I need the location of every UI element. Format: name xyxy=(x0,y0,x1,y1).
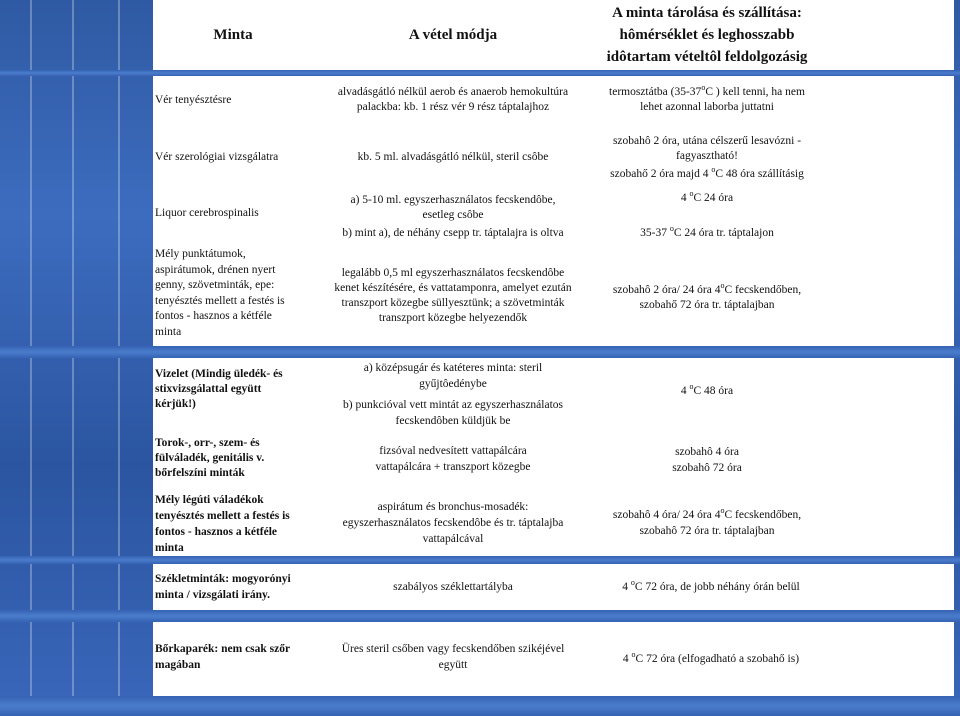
storage-line xyxy=(593,167,821,182)
method-stool: szabályos széklettartályba xyxy=(393,581,513,593)
storage-line: fagyasztható! xyxy=(676,150,738,162)
method-line: gyűjtôedénybe xyxy=(419,378,487,390)
method-line: b) punkcióval vett mintát az egyszerhasználatos xyxy=(342,399,564,411)
method-line: együtt xyxy=(438,659,468,671)
method-line: alvadásgátló nélkül aerob és anaerob hemokultúra xyxy=(337,86,569,98)
method-line: transzport közegbe helyezendők xyxy=(378,312,528,324)
sample-line: bőrfelszíni minták xyxy=(155,467,245,479)
method-skin-scraping xyxy=(313,641,593,673)
degree-symbol: o xyxy=(720,281,725,291)
sample-line: tenyésztés mellett a festés is xyxy=(155,294,285,307)
method-line: palackba: kb. 1 rész vér 9 rész táptalajhoz xyxy=(356,101,550,113)
sample-line: tenyésztés mellett a festés is xyxy=(155,510,290,522)
header-storage-line: A minta tárolása és szállítása: xyxy=(612,5,802,21)
storage-line xyxy=(593,191,821,206)
method-line: vattapálcára + transzport közegbe xyxy=(375,461,531,473)
storage-part: C 72 óra (elfogadható a szobahő is) xyxy=(635,653,800,665)
method-line: esetleg csôbe xyxy=(422,209,484,221)
method-urine xyxy=(313,360,593,429)
light-ray xyxy=(118,0,120,716)
method-line: a) 5-10 ml. egyszerhasználatos fecskendôbe, xyxy=(350,194,556,206)
storage-part: 4 xyxy=(680,192,687,204)
method-deep-respiratory xyxy=(313,499,593,547)
method-line: kenet készítésére, és vattatamponra, amelyet ezután xyxy=(334,282,572,294)
method-throat-nose xyxy=(313,443,593,475)
method-line: egyszerhasználatos fecskendôbe és tr. táptalajba xyxy=(342,517,564,529)
header-storage-line: hômérséklet és leghosszabb xyxy=(619,27,795,43)
sample-urine xyxy=(155,367,311,412)
separator-band xyxy=(0,610,960,622)
degree-symbol: o xyxy=(630,578,635,588)
left-blue-border xyxy=(0,0,153,716)
storage-liquor xyxy=(593,191,821,241)
storage-line: szobahô 2 óra, utána célszerű lesavózni - xyxy=(612,135,802,147)
storage-line: szobahô 72 óra xyxy=(672,462,742,474)
storage-part: C 24 óra xyxy=(693,192,734,204)
storage-line xyxy=(593,507,821,523)
storage-deep-respiratory xyxy=(593,507,821,539)
sample-line: fontos - hasznos a kétféle xyxy=(155,310,272,322)
sample-line: Mély punktátumok, xyxy=(155,248,246,260)
storage-part: 35-37 xyxy=(640,227,667,239)
storage-part: C 24 óra tr. táptalajon xyxy=(673,227,774,239)
storage-deep-punctates xyxy=(593,283,821,313)
sample-line: stixvizsgálattal együtt xyxy=(155,383,262,395)
sample-skin-scraping xyxy=(155,641,311,673)
sample-line: Székletminták: mogyorónyi xyxy=(155,573,291,585)
degree-symbol: o xyxy=(631,650,636,660)
right-blue-border xyxy=(954,0,960,716)
storage-throat-nose xyxy=(593,444,821,476)
sample-line: minta xyxy=(155,325,182,338)
degree-symbol: o xyxy=(720,506,725,516)
degree-symbol: o xyxy=(689,189,694,199)
header-storage-line: idôtartam vételtôl feldolgozásig xyxy=(606,49,808,65)
storage-line: szobahő 72 óra tr. táptalajban xyxy=(639,299,775,311)
sample-deep-punctates xyxy=(155,247,311,340)
storage-line xyxy=(593,283,821,298)
storage-part: C 48 óra xyxy=(693,385,734,397)
sample-blood-serology: Vér szerológiai vizsgálatra xyxy=(155,151,279,163)
method-line: transzport közegbe süllyesztünk; a szövetminták xyxy=(341,297,565,309)
method-line: vattapálcával xyxy=(422,533,484,545)
storage-line xyxy=(593,226,821,241)
header-sample: Minta xyxy=(213,27,253,43)
method-line: legalább 0,5 ml egyszerhasználatos fecskendôbe xyxy=(341,267,565,279)
storage-part: C fecskendőben, xyxy=(724,284,802,296)
storage-blood-serology xyxy=(593,134,821,182)
degree-symbol: o xyxy=(669,224,674,234)
sample-blood-culture: Vér tenyésztésre xyxy=(155,94,232,106)
light-ray xyxy=(30,0,32,716)
storage-skin-scraping xyxy=(593,652,829,667)
storage-part: 4 xyxy=(622,581,629,593)
sample-line: Mély légúti váladékok xyxy=(155,494,264,506)
light-ray xyxy=(72,0,74,716)
storage-stool xyxy=(593,580,829,595)
sample-line: Vizelet (Mindig üledék- és xyxy=(155,368,283,380)
method-liquor xyxy=(313,193,593,241)
sample-line: fülváladék, genitális v. xyxy=(155,452,265,464)
degree-symbol: o xyxy=(711,165,716,175)
sample-line: magában xyxy=(155,659,201,671)
method-blood-serology: kb. 5 ml. alvadásgátló nélkül, steril csôbe xyxy=(357,151,549,163)
storage-part: C 48 óra szállításig xyxy=(715,168,804,180)
storage-urine xyxy=(593,384,821,399)
storage-blood-culture xyxy=(593,85,821,115)
header-method: A vétel módja xyxy=(408,27,498,43)
separator-band xyxy=(0,556,960,564)
header-storage xyxy=(593,2,821,68)
sample-liquor: Liquor cerebrospinalis xyxy=(155,207,259,219)
sample-line: fontos - hasznos a kétféle xyxy=(155,526,278,538)
method-line: b) mint a), de néhány csepp tr. táptalajra is oltva xyxy=(342,227,564,239)
method-line: a) középsugár és katéteres minta: steril xyxy=(363,362,543,374)
degree-symbol: o xyxy=(701,83,706,93)
storage-line: szobahô 4 óra xyxy=(675,446,739,458)
method-blood-culture xyxy=(313,85,593,115)
degree-symbol: o xyxy=(689,382,694,392)
storage-part: szobahô 2 óra/ 24 óra 4 xyxy=(612,284,721,296)
sample-stool xyxy=(155,571,311,603)
separator-band xyxy=(0,696,960,716)
storage-line xyxy=(593,85,821,100)
storage-line: szobahô 72 óra tr. táptalajban xyxy=(639,525,775,537)
sample-line: aspirátumok, drénen nyert xyxy=(155,263,276,276)
method-deep-punctates xyxy=(313,266,593,326)
sample-line: Bőrkaparék: nem csak szőr xyxy=(155,643,291,655)
sample-line: Torok-, orr-, szem- és xyxy=(155,437,260,449)
sample-deep-respiratory xyxy=(155,492,311,556)
method-line: fizsóval nedvesített vattapálcára xyxy=(379,445,527,457)
method-line: fecskendôben küldjük be xyxy=(395,415,511,427)
storage-part: C ) kell tenni, ha nem xyxy=(705,86,805,98)
sample-line: kérjük!) xyxy=(155,398,196,410)
method-line: Üres steril csőben vagy fecskendőben szikéjével xyxy=(341,643,565,655)
storage-part: C fecskendőben, xyxy=(724,509,802,521)
storage-part: szobahő 2 óra majd 4 xyxy=(610,168,709,180)
sample-line: minta xyxy=(155,542,184,554)
sample-line: genny, szövetminták, epe: xyxy=(155,279,275,291)
storage-part: C 72 óra, de jobb néhány órán belül xyxy=(634,581,800,593)
storage-part: termosztátba (35-37 xyxy=(609,86,702,98)
separator-band xyxy=(0,346,960,358)
storage-part: 4 xyxy=(680,385,687,397)
method-line: aspirátum és bronchus-mosadék: xyxy=(377,501,529,513)
storage-line: lehet azonnal laborba juttatni xyxy=(640,101,774,113)
storage-part: 4 xyxy=(622,653,629,665)
sample-line: minta / vizsgálati irány. xyxy=(155,589,270,601)
storage-part: szobahô 4 óra/ 24 óra 4 xyxy=(612,509,721,521)
sample-throat-nose xyxy=(155,436,311,481)
